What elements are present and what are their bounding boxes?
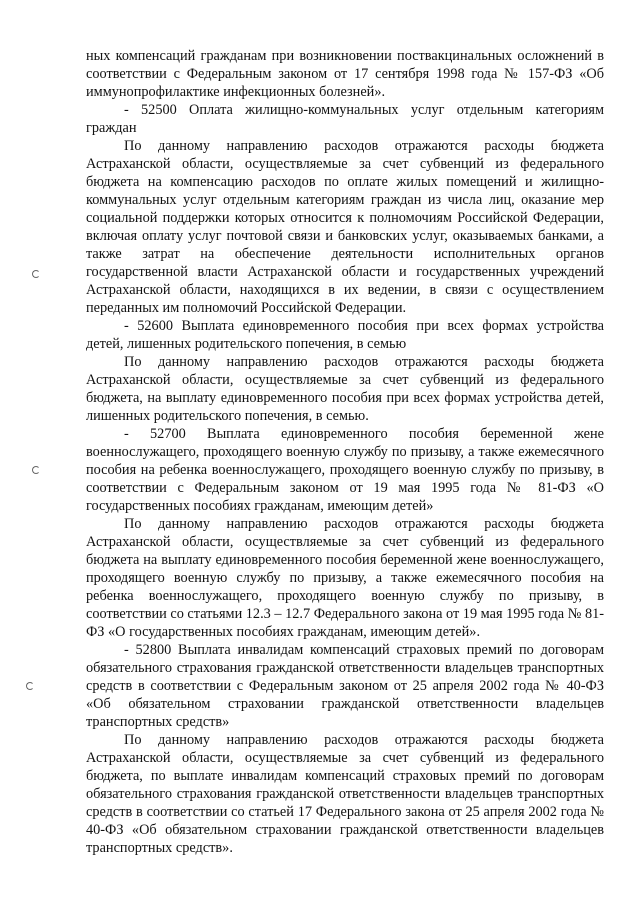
budget-item-52800: - 52800 Выплата инвалидам компенсаций страховых премий по договорам обязательного страхования гражданской ответственности владельцев транспортных средств в соответствии с Федеральным законом от 25 апреля 2002 года № 40-ФЗ «Об обязательном страховании гражданской ответственности владельцев транспортных средств» (86, 642, 604, 730)
paragraph-continuation: ных компенсаций гражданам при возникновении поствакцинальных осложнений в соответствии с Федеральным законом от 17 сентября 1998 года № 157-ФЗ «Об иммунопрофилактике инфекционных болезней». (86, 48, 604, 100)
paragraph-52500-description: По данному направлению расходов отражаются расходы бюджета Астраханской области, осуществляемые за счет субвенций из федерального бюджета на компенсацию расходов по оплате жилых помещений и жилищно-коммунальных услуг отдельным категориям граждан из числа лиц, оказание мер социальной поддержки которых относится к полномочиям Российской Федерации, включая оплату услуг почтовой связи и банковских услуг, оказываемых банками, а также затрат на обеспечение деятельности исполнительных органов государственной власти Астраханской области и государственных учреждений Астраханской области, находящихся в их ведении, в связи с осуществлением переданных им полномочий Российской Федерации. (86, 138, 604, 316)
budget-item-52600: - 52600 Выплата единовременного пособия при всех формах устройства детей, лишенных родительского попечения, в семью (86, 318, 604, 352)
paragraph-52600-description: По данному направлению расходов отражаются расходы бюджета Астраханской области, осуществляемые за счет субвенций из федерального бюджета, на выплату единовременного пособия при всех формах устройства детей, лишенных родительского попечения, в семью. (86, 354, 604, 424)
punch-hole-mark (32, 270, 40, 278)
punch-hole-mark (26, 682, 34, 690)
document-page (86, 47, 604, 857)
paragraph-52800-description: По данному направлению расходов отражаются расходы бюджета Астраханской области, осуществляемые за счет субвенций из федерального бюджета, по выплате инвалидам компенсаций страховых премий по договорам обязательного страхования гражданской ответственности владельцев транспортных средств в соответствии со статьей 17 Федерального закона от 25 апреля 2002 года № 40-ФЗ «Об обязательном страховании гражданской ответственности владельцев транспортных средств». (86, 732, 604, 856)
paragraph-52700-description: По данному направлению расходов отражаются расходы бюджета Астраханской области, осуществляемые за счет субвенций из федерального бюджета на выплату единовременного пособия беременной жене военнослужащего, проходящего военную службу по призыву, а также ежемесячного пособия на ребенка военнослужащего, проходящего военную службу по призыву, в соответствии со статьями 12.3 – 12.7 Федерального закона от 19 мая 1995 года № 81-ФЗ «О государственных пособиях гражданам, имеющим детей». (86, 516, 604, 640)
punch-hole-mark (32, 466, 40, 474)
budget-item-52700: - 52700 Выплата единовременного пособия беременной жене военнослужащего, проходящего военную службу по призыву, а также ежемесячного пособия на ребенка военнослужащего, проходящего военную службу по призыву, в соответствии с Федеральным законом от 19 мая 1995 года № 81-ФЗ «О государственных пособиях гражданам, имеющим детей» (86, 426, 604, 514)
budget-item-52500: - 52500 Оплата жилищно-коммунальных услуг отдельным категориям граждан (86, 102, 604, 136)
